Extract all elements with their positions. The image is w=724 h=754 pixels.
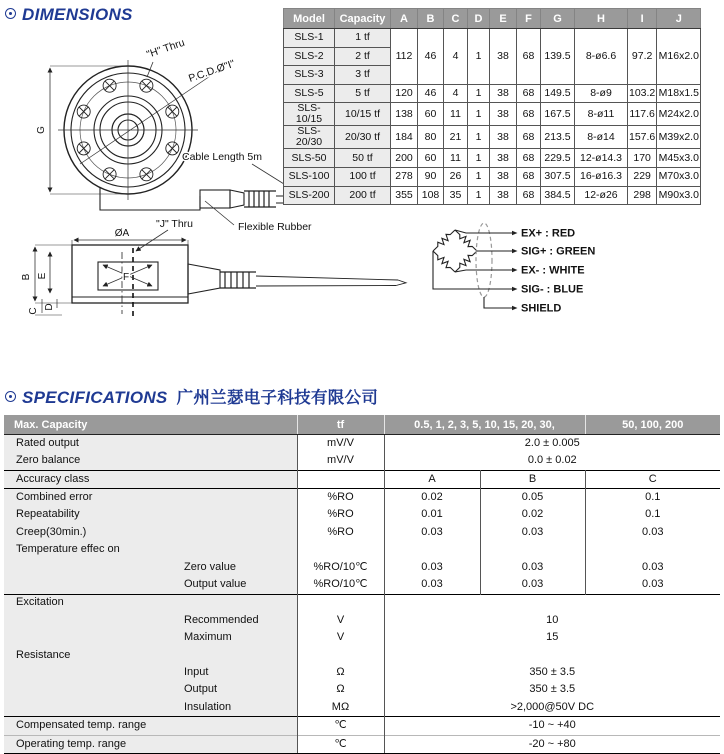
spec-value-cell: 0.1 bbox=[585, 489, 720, 507]
dim-value-cell: 38 bbox=[490, 168, 517, 187]
model-cell: SLS-20/30 bbox=[284, 126, 335, 149]
dim-value-cell: 138 bbox=[391, 103, 418, 126]
company-name-cn: 广州兰瑟电子科技有限公司 bbox=[176, 388, 379, 407]
spec-value-span-cell: 15 bbox=[546, 631, 559, 644]
dim-table-row bbox=[284, 29, 701, 48]
dim-value-cell: 184 bbox=[391, 126, 418, 149]
wire-lines bbox=[433, 230, 512, 308]
spec-table-row bbox=[4, 559, 720, 576]
capacity-cell: 10/15 tf bbox=[335, 103, 391, 126]
dim-value-cell: 1 bbox=[468, 126, 490, 149]
dim-value-cell: 68 bbox=[517, 168, 541, 187]
model-cell: SLS-5 bbox=[284, 84, 335, 103]
label-h-thru: "H" Thru bbox=[145, 36, 187, 61]
spec-value-span-cell: -10 ~ +40 bbox=[384, 717, 720, 735]
spec-row-unit: mV/V bbox=[297, 452, 384, 470]
spec-row-unit bbox=[297, 647, 384, 664]
dim-value-cell: M39x2.0 bbox=[657, 126, 701, 149]
model-cell: SLS-200 bbox=[284, 186, 335, 205]
label-pcd: P.C.D Ø"I" bbox=[187, 57, 237, 85]
dim-value-cell: 68 bbox=[517, 126, 541, 149]
spec-table-row bbox=[4, 629, 720, 646]
spec-value-cell: 0.03 bbox=[642, 560, 664, 573]
bullseye-icon bbox=[5, 8, 16, 19]
dim-label-g: G bbox=[36, 126, 47, 134]
capacity-cell: 2 tf bbox=[335, 47, 391, 66]
spec-value-span-cell: 350 ± 3.5 bbox=[529, 666, 576, 678]
dim-value-cell: 112 bbox=[391, 29, 418, 85]
spec-value-cell: 0.02 bbox=[480, 507, 585, 524]
specifications-section-title bbox=[5, 384, 378, 408]
model-cell: SLS-2 bbox=[284, 47, 335, 66]
dim-value-cell: 68 bbox=[517, 186, 541, 205]
spec-value-cell: 0.02 bbox=[384, 489, 480, 507]
spec-value-span-cell bbox=[384, 647, 720, 664]
spec-row-label: Rated output bbox=[4, 435, 297, 453]
capacity-cell: 20/30 tf bbox=[335, 126, 391, 149]
dim-table-header-cell: Capacity bbox=[335, 9, 391, 29]
dim-value-cell: M16x2.0 bbox=[657, 29, 701, 85]
dim-value-cell: 1 bbox=[468, 186, 490, 205]
dim-value-cell: 68 bbox=[517, 149, 541, 168]
wire-label-shield: SHIELD bbox=[521, 302, 562, 315]
dim-value-cell: 213.5 bbox=[541, 126, 575, 149]
spec-row-unit bbox=[297, 541, 384, 558]
capacity-cell: 1 tf bbox=[335, 29, 391, 48]
dim-table-row bbox=[284, 126, 701, 149]
label-j-thru: "J" Thru bbox=[156, 218, 194, 230]
dim-value-cell: 1 bbox=[468, 84, 490, 103]
dimensions-section-title bbox=[5, 5, 133, 25]
spec-row-unit: %RO bbox=[297, 524, 384, 541]
spec-table-row bbox=[4, 735, 720, 753]
spec-table-row bbox=[4, 594, 720, 612]
spec-value-span-cell: 10 bbox=[546, 613, 559, 626]
capacity-cell: 100 tf bbox=[335, 168, 391, 187]
dim-label-f: F bbox=[122, 272, 130, 283]
dim-value-cell: 80 bbox=[418, 126, 444, 149]
spec-table-row bbox=[4, 470, 720, 488]
spec-row-label: Repeatability bbox=[4, 507, 297, 524]
dim-value-cell: 103.2 bbox=[628, 84, 657, 103]
model-cell: SLS-1 bbox=[284, 29, 335, 48]
dim-value-cell: 1 bbox=[468, 168, 490, 187]
dim-value-cell: 97.2 bbox=[628, 29, 657, 85]
spec-value-cell: 0.01 bbox=[384, 507, 480, 524]
spec-row-label: Compensated temp. range bbox=[4, 717, 297, 735]
dim-value-cell: 149.5 bbox=[541, 84, 575, 103]
dim-value-cell: 11 bbox=[444, 103, 468, 126]
spec-table-row bbox=[4, 681, 720, 698]
spec-row-label: Zero balance bbox=[4, 452, 297, 470]
dim-value-cell: 157.6 bbox=[628, 126, 657, 149]
dim-table-row bbox=[284, 103, 701, 126]
dim-value-cell: 1 bbox=[468, 149, 490, 168]
spec-value-cell: 0.03 bbox=[480, 559, 585, 576]
dim-value-cell: 120 bbox=[391, 84, 418, 103]
wire-label-sig-minus: SIG- : BLUE bbox=[521, 283, 584, 296]
spec-value-cell: 0.03 bbox=[384, 524, 480, 541]
spec-value-cell: A bbox=[384, 470, 480, 488]
dim-value-cell: 170 bbox=[628, 149, 657, 168]
spec-row-label: Operating temp. range bbox=[4, 735, 297, 753]
spec-row-label: Combined error bbox=[4, 489, 297, 507]
dim-value-cell: 38 bbox=[490, 126, 517, 149]
dimensions-table bbox=[283, 8, 701, 205]
spec-value-span-cell: 2.0 ± 0.005 bbox=[524, 436, 580, 449]
dim-table-header-cell: H bbox=[575, 9, 628, 29]
spec-row-unit bbox=[297, 470, 384, 488]
model-cell: SLS-50 bbox=[284, 149, 335, 168]
dim-value-cell: 60 bbox=[418, 103, 444, 126]
spec-row-label: Creep(30min.) bbox=[4, 524, 297, 541]
side-connector bbox=[188, 264, 220, 294]
dim-label-b: B bbox=[21, 273, 32, 281]
dim-table-header-cell: J bbox=[657, 9, 701, 29]
dim-table-header-cell: B bbox=[418, 9, 444, 29]
spec-table-row bbox=[4, 612, 720, 629]
spec-header-unit: tf bbox=[297, 415, 384, 435]
dim-value-cell: M18x1.5 bbox=[657, 84, 701, 103]
wire-label-ex-minus: EX- : WHITE bbox=[521, 264, 585, 277]
spec-row-label: Zero value bbox=[4, 559, 297, 576]
dim-value-cell: 68 bbox=[517, 29, 541, 85]
spec-value-cell bbox=[480, 541, 585, 558]
model-cell: SLS-10/15 bbox=[284, 103, 335, 126]
dim-value-cell: 229.5 bbox=[541, 149, 575, 168]
spec-header-group-high: 50, 100, 200 bbox=[585, 415, 720, 435]
spec-value-cell: 0.03 bbox=[480, 576, 585, 594]
spec-row-label: Insulation bbox=[4, 699, 297, 717]
dim-value-cell: 35 bbox=[444, 186, 468, 205]
spec-row-unit: MΩ bbox=[297, 699, 384, 717]
dim-table-header-row bbox=[284, 9, 701, 29]
spec-value-span-cell: 0.0 ± 0.02 bbox=[527, 454, 577, 467]
specifications-table bbox=[4, 415, 720, 754]
dim-value-cell: 8-ø9 bbox=[575, 84, 628, 103]
spec-row-label: Resistance bbox=[4, 647, 297, 664]
spec-row-unit bbox=[297, 594, 384, 612]
spec-header-label: Max. Capacity bbox=[4, 415, 297, 435]
dim-value-cell: 4 bbox=[444, 29, 468, 85]
dim-value-cell: 38 bbox=[490, 149, 517, 168]
dim-label-d: D bbox=[44, 303, 55, 311]
dim-table-row bbox=[284, 84, 701, 103]
spec-header-group-low: 0.5, 1, 2, 3, 5, 10, 15, 20, 30, bbox=[384, 415, 585, 435]
dim-value-cell: 384.5 bbox=[541, 186, 575, 205]
dim-value-cell: 90 bbox=[418, 168, 444, 187]
strain-relief-ribs bbox=[244, 191, 276, 207]
spec-value-cell: 0.03 bbox=[480, 524, 585, 541]
dim-label-c: C bbox=[28, 307, 39, 315]
spec-value-cell: 0.03 bbox=[642, 525, 664, 538]
spec-value-cell: C bbox=[585, 470, 720, 488]
spec-table-row bbox=[4, 699, 720, 717]
spec-value-span-cell: 350 ± 3.5 bbox=[529, 683, 576, 696]
dim-value-cell: 38 bbox=[490, 29, 517, 85]
dim-value-cell: 1 bbox=[468, 103, 490, 126]
capacity-cell: 3 tf bbox=[335, 66, 391, 85]
dim-value-cell: 12-ø14.3 bbox=[575, 149, 628, 168]
dim-value-cell: M70x3.0 bbox=[657, 168, 701, 187]
dim-value-cell: M90x3.0 bbox=[657, 186, 701, 205]
dim-value-cell: 38 bbox=[490, 103, 517, 126]
side-view-dimensions bbox=[35, 230, 188, 315]
spec-row-unit: %RO/10℃ bbox=[297, 576, 384, 594]
wiring-diagram bbox=[420, 218, 720, 330]
spec-value-cell: 0.03 bbox=[642, 578, 664, 591]
dim-value-cell: 108 bbox=[418, 186, 444, 205]
specifications-title-text: SPECIFICATIONS bbox=[22, 388, 168, 407]
dim-table-header-cell: A bbox=[391, 9, 418, 29]
dim-value-cell: 4 bbox=[444, 84, 468, 103]
dim-value-cell: 68 bbox=[517, 84, 541, 103]
spec-table-row bbox=[4, 717, 720, 735]
spec-row-label: Input bbox=[4, 664, 297, 681]
spec-row-unit: ℃ bbox=[297, 735, 384, 753]
spec-row-label: Maximum bbox=[4, 629, 297, 646]
dim-table-header-cell: C bbox=[444, 9, 468, 29]
spec-value-span-cell: >2,000@50V DC bbox=[510, 700, 595, 713]
wire-arrowheads bbox=[512, 231, 518, 310]
dim-value-cell: 8-ø11 bbox=[575, 103, 628, 126]
dim-value-cell: 11 bbox=[444, 149, 468, 168]
spec-row-unit: %RO bbox=[297, 507, 384, 524]
spec-table-row bbox=[4, 507, 720, 524]
dim-value-cell: 298 bbox=[628, 186, 657, 205]
spec-table-row bbox=[4, 541, 720, 558]
dim-value-cell: 38 bbox=[490, 84, 517, 103]
dim-value-cell: 139.5 bbox=[541, 29, 575, 85]
dim-table-header-cell: E bbox=[490, 9, 517, 29]
spec-table-row bbox=[4, 576, 720, 594]
spec-value-span-cell bbox=[384, 594, 720, 612]
spec-table-row bbox=[4, 664, 720, 681]
dim-table-row bbox=[284, 186, 701, 205]
spec-row-unit: V bbox=[297, 612, 384, 629]
dim-value-cell: 46 bbox=[418, 84, 444, 103]
dim-value-cell: M24x2.0 bbox=[657, 103, 701, 126]
dim-value-cell: 21 bbox=[444, 126, 468, 149]
spec-row-label: Output value bbox=[4, 576, 297, 594]
dim-value-cell: 68 bbox=[517, 103, 541, 126]
spec-row-unit: Ω bbox=[297, 681, 384, 698]
spec-row-label: Output bbox=[4, 681, 297, 698]
spec-table-row bbox=[4, 489, 720, 507]
dim-value-cell: 12-ø26 bbox=[575, 186, 628, 205]
dim-table-row bbox=[284, 149, 701, 168]
spec-value-cell: 0.05 bbox=[480, 489, 585, 507]
dim-table-header-cell: D bbox=[468, 9, 490, 29]
dim-value-cell: 46 bbox=[418, 29, 444, 85]
spec-row-label: Temperature effec on bbox=[4, 541, 297, 558]
spec-value-cell: 0.03 bbox=[384, 559, 480, 576]
dim-value-cell: 16-ø16.3 bbox=[575, 168, 628, 187]
dimensions-title-text: DIMENSIONS bbox=[22, 5, 133, 24]
spec-value-cell: B bbox=[480, 470, 585, 488]
dim-table-row bbox=[284, 168, 701, 187]
spec-row-label: Accuracy class bbox=[4, 470, 297, 488]
dim-value-cell: 8-ø6.6 bbox=[575, 29, 628, 85]
model-cell: SLS-100 bbox=[284, 168, 335, 187]
spec-value-cell bbox=[585, 541, 720, 558]
capacity-cell: 200 tf bbox=[335, 186, 391, 205]
dim-value-cell: 60 bbox=[418, 149, 444, 168]
spec-table-row bbox=[4, 647, 720, 664]
dim-value-cell: 117.6 bbox=[628, 103, 657, 126]
dim-value-cell: 307.5 bbox=[541, 168, 575, 187]
bullseye-icon bbox=[5, 391, 16, 402]
dim-table-header-cell: F bbox=[517, 9, 541, 29]
spec-value-cell bbox=[384, 541, 480, 558]
label-flexible-rubber: Flexible Rubber bbox=[238, 221, 312, 233]
spec-row-unit: %RO bbox=[297, 489, 384, 507]
dim-value-cell: 278 bbox=[391, 168, 418, 187]
capacity-cell: 50 tf bbox=[335, 149, 391, 168]
spec-row-unit: V bbox=[297, 629, 384, 646]
spec-table-row bbox=[4, 524, 720, 541]
connector-housing bbox=[200, 190, 230, 208]
cable-cross-section bbox=[476, 223, 492, 297]
spec-row-unit: mV/V bbox=[297, 435, 384, 453]
spec-value-cell: 0.03 bbox=[384, 576, 480, 594]
dim-label-e: E bbox=[37, 272, 48, 280]
spec-row-unit: %RO/10℃ bbox=[297, 559, 384, 576]
dim-table-header-cell: G bbox=[541, 9, 575, 29]
spec-row-label: Recommended bbox=[4, 612, 297, 629]
spec-row-label: Excitation bbox=[4, 594, 297, 612]
dim-value-cell: 8-ø14 bbox=[575, 126, 628, 149]
side-cable bbox=[256, 276, 406, 286]
dim-value-cell: 1 bbox=[468, 29, 490, 85]
dim-value-cell: 26 bbox=[444, 168, 468, 187]
spec-table-header-row bbox=[4, 415, 720, 435]
dim-value-cell: 167.5 bbox=[541, 103, 575, 126]
wire-label-ex-plus: EX+ : RED bbox=[521, 227, 576, 240]
model-cell: SLS-3 bbox=[284, 66, 335, 85]
dim-table-header-cell: I bbox=[628, 9, 657, 29]
dim-value-cell: 200 bbox=[391, 149, 418, 168]
dim-value-cell: M45x3.0 bbox=[657, 149, 701, 168]
label-cable-length: Cable Length 5m bbox=[182, 151, 262, 163]
dim-value-cell: 38 bbox=[490, 186, 517, 205]
spec-value-span-cell: -20 ~ +80 bbox=[384, 735, 720, 753]
wheatstone-bridge bbox=[433, 230, 477, 272]
wire-label-sig-plus: SIG+ : GREEN bbox=[521, 245, 596, 258]
spec-value-cell: 0.1 bbox=[645, 508, 661, 521]
spec-table-row bbox=[4, 452, 720, 470]
dim-label-dia-a: ØA bbox=[114, 228, 130, 239]
spec-row-unit: Ω bbox=[297, 664, 384, 681]
spec-table-row bbox=[4, 435, 720, 453]
capacity-cell: 5 tf bbox=[335, 84, 391, 103]
dim-value-cell: 229 bbox=[628, 168, 657, 187]
dim-value-cell: 355 bbox=[391, 186, 418, 205]
dim-table-header-cell: Model bbox=[284, 9, 335, 29]
spec-row-unit: ℃ bbox=[297, 717, 384, 735]
